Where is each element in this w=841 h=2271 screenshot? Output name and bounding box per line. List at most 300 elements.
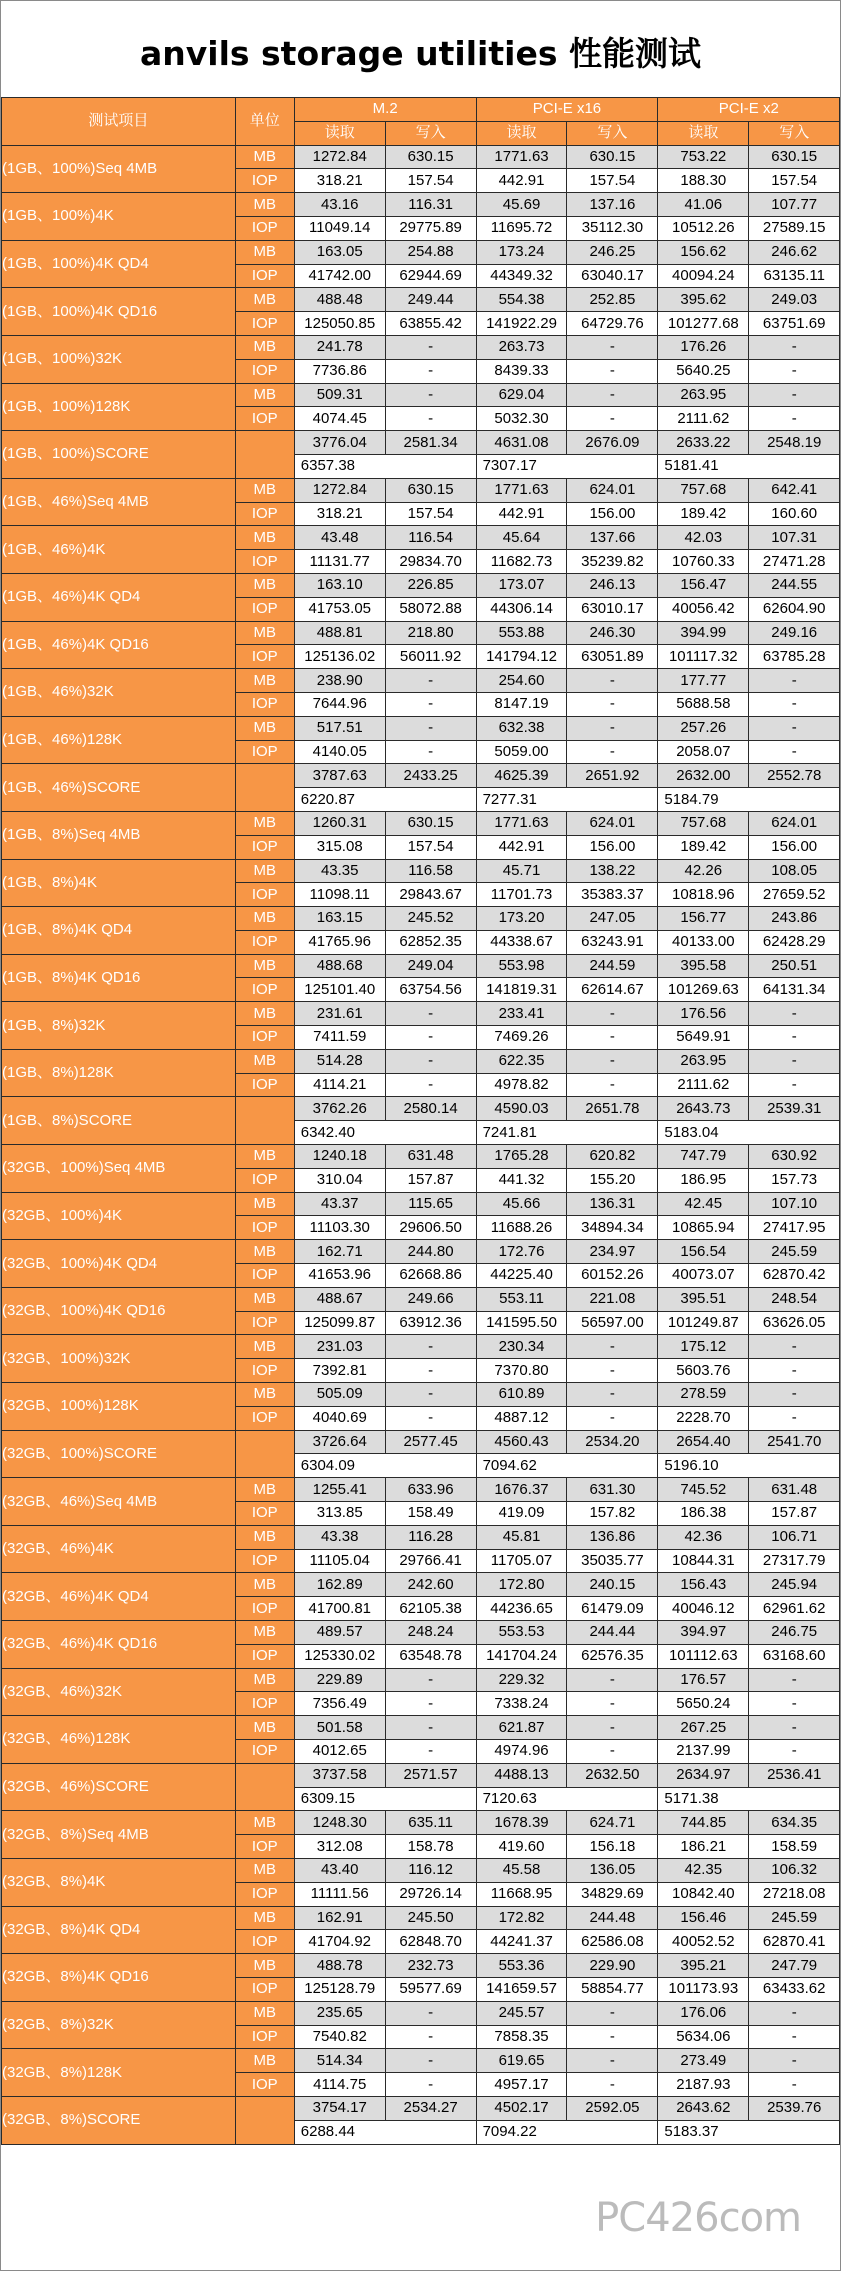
header-test-item: 测试项目 — [2, 98, 236, 146]
unit-label: IOP — [235, 1644, 294, 1668]
value-cell: 11695.72 — [476, 216, 567, 240]
unit-label: IOP — [235, 1216, 294, 1240]
test-name: (32GB、100%)4K — [2, 1192, 236, 1240]
value-cell: 3726.64 — [294, 1430, 385, 1454]
value-cell: 635.11 — [385, 1811, 476, 1835]
value-cell: 5650.24 — [658, 1692, 749, 1716]
table-row — [2, 1811, 840, 1835]
test-name: (32GB、8%)128K — [2, 2049, 236, 2097]
value-cell: 186.95 — [658, 1168, 749, 1192]
value-cell: - — [749, 359, 840, 383]
value-cell: 10512.26 — [658, 216, 749, 240]
test-name: (32GB、100%)4K QD16 — [2, 1287, 236, 1335]
value-cell: 10865.94 — [658, 1216, 749, 1240]
unit-label: IOP — [235, 359, 294, 383]
header-group-2: PCI-E x2 — [658, 98, 840, 122]
table-row — [2, 907, 840, 931]
value-cell: 7338.24 — [476, 1692, 567, 1716]
unit-label — [235, 1097, 294, 1145]
value-cell: 41765.96 — [294, 930, 385, 954]
value-cell: 246.25 — [567, 240, 658, 264]
value-cell: 27659.52 — [749, 883, 840, 907]
value-cell: - — [567, 1668, 658, 1692]
unit-label: IOP — [235, 264, 294, 288]
value-cell: 11111.56 — [294, 1882, 385, 1906]
unit-label: IOP — [235, 2073, 294, 2097]
value-cell: 1676.37 — [476, 1478, 567, 1502]
value-cell: 8439.33 — [476, 359, 567, 383]
value-cell: 229.32 — [476, 1668, 567, 1692]
value-cell: 11098.11 — [294, 883, 385, 907]
total-score-cell: 5181.41 — [658, 454, 840, 478]
value-cell: 553.11 — [476, 1287, 567, 1311]
value-cell: 488.78 — [294, 1954, 385, 1978]
value-cell: 554.38 — [476, 288, 567, 312]
table-row — [2, 1763, 840, 1787]
value-cell: 156.43 — [658, 1573, 749, 1597]
unit-label: MB — [235, 1906, 294, 1930]
value-cell: 176.26 — [658, 335, 749, 359]
value-cell: 624.71 — [567, 1811, 658, 1835]
unit-label — [235, 1430, 294, 1478]
unit-label: IOP — [235, 1502, 294, 1526]
table-row — [2, 1478, 840, 1502]
value-cell: 624.01 — [567, 478, 658, 502]
value-cell: 273.49 — [658, 2049, 749, 2073]
value-cell: 2580.14 — [385, 1097, 476, 1121]
unit-label: IOP — [235, 1264, 294, 1288]
value-cell: - — [749, 740, 840, 764]
unit-label: IOP — [235, 1406, 294, 1430]
value-cell: 278.59 — [658, 1383, 749, 1407]
value-cell: 11105.04 — [294, 1549, 385, 1573]
value-cell: 11682.73 — [476, 550, 567, 574]
table-row — [2, 2001, 840, 2025]
value-cell: - — [749, 692, 840, 716]
value-cell: 189.42 — [658, 502, 749, 526]
value-cell: 62870.41 — [749, 1930, 840, 1954]
value-cell: - — [567, 2001, 658, 2025]
value-cell: - — [567, 1692, 658, 1716]
value-cell: - — [749, 1406, 840, 1430]
value-cell: - — [385, 1739, 476, 1763]
value-cell: 172.80 — [476, 1573, 567, 1597]
total-score-cell: 7094.62 — [476, 1454, 658, 1478]
value-cell: 176.57 — [658, 1668, 749, 1692]
value-cell: - — [749, 2025, 840, 2049]
unit-label: IOP — [235, 740, 294, 764]
value-cell: 2137.99 — [658, 1739, 749, 1763]
value-cell: 630.92 — [749, 1145, 840, 1169]
unit-label: IOP — [235, 883, 294, 907]
value-cell: - — [749, 1668, 840, 1692]
value-cell: 4974.96 — [476, 1739, 567, 1763]
unit-label: MB — [235, 1954, 294, 1978]
value-cell: - — [749, 407, 840, 431]
table-row — [2, 478, 840, 502]
value-cell: - — [567, 1049, 658, 1073]
value-cell: 5603.76 — [658, 1359, 749, 1383]
unit-label: IOP — [235, 2025, 294, 2049]
unit-label: MB — [235, 1145, 294, 1169]
value-cell: 141595.50 — [476, 1311, 567, 1335]
value-cell: 313.85 — [294, 1502, 385, 1526]
value-cell: 394.99 — [658, 621, 749, 645]
test-name: (1GB、46%)Seq 4MB — [2, 478, 236, 526]
total-score-cell: 7094.22 — [476, 2120, 658, 2144]
value-cell: 44241.37 — [476, 1930, 567, 1954]
value-cell: 246.30 — [567, 621, 658, 645]
value-cell: 44338.67 — [476, 930, 567, 954]
value-cell: 43.48 — [294, 526, 385, 550]
value-cell: 620.82 — [567, 1145, 658, 1169]
value-cell: 41.06 — [658, 193, 749, 217]
value-cell: 116.58 — [385, 859, 476, 883]
value-cell: 172.82 — [476, 1906, 567, 1930]
total-score-cell: 6342.40 — [294, 1121, 476, 1145]
value-cell: 226.85 — [385, 573, 476, 597]
value-cell: 62852.35 — [385, 930, 476, 954]
value-cell: 29726.14 — [385, 1882, 476, 1906]
value-cell: 553.36 — [476, 1954, 567, 1978]
table-row — [2, 716, 840, 740]
test-name: (32GB、8%)32K — [2, 2001, 236, 2049]
unit-label: MB — [235, 145, 294, 169]
unit-label: IOP — [235, 312, 294, 336]
table-row — [2, 1097, 840, 1121]
value-cell: 107.77 — [749, 193, 840, 217]
value-cell: - — [749, 2073, 840, 2097]
test-name: (32GB、8%)4K QD4 — [2, 1906, 236, 1954]
value-cell: 156.00 — [567, 502, 658, 526]
value-cell: 10760.33 — [658, 550, 749, 574]
value-cell: 249.04 — [385, 954, 476, 978]
total-score-cell: 7277.31 — [476, 788, 658, 812]
test-name: (1GB、100%)4K — [2, 193, 236, 241]
value-cell: 634.35 — [749, 1811, 840, 1835]
value-cell: 4978.82 — [476, 1073, 567, 1097]
value-cell: 11049.14 — [294, 216, 385, 240]
header-read-0: 读取 — [294, 121, 385, 145]
value-cell: 156.54 — [658, 1240, 749, 1264]
value-cell: 753.22 — [658, 145, 749, 169]
unit-label: IOP — [235, 978, 294, 1002]
unit-label — [235, 764, 294, 812]
value-cell: 2534.20 — [567, 1430, 658, 1454]
value-cell: - — [385, 740, 476, 764]
value-cell: 757.68 — [658, 811, 749, 835]
value-cell: 101173.93 — [658, 1977, 749, 2001]
value-cell: 1771.63 — [476, 811, 567, 835]
value-cell: 263.73 — [476, 335, 567, 359]
value-cell: - — [749, 1049, 840, 1073]
value-cell: 315.08 — [294, 835, 385, 859]
test-name: (1GB、46%)128K — [2, 716, 236, 764]
header-write-0: 写入 — [385, 121, 476, 145]
value-cell: 156.00 — [749, 835, 840, 859]
value-cell: 4140.05 — [294, 740, 385, 764]
value-cell: 441.32 — [476, 1168, 567, 1192]
table-row — [2, 1858, 840, 1882]
value-cell: 141922.29 — [476, 312, 567, 336]
value-cell: 63040.17 — [567, 264, 658, 288]
value-cell: 156.77 — [658, 907, 749, 931]
value-cell: - — [567, 1335, 658, 1359]
value-cell: 633.96 — [385, 1478, 476, 1502]
unit-label: IOP — [235, 692, 294, 716]
value-cell: 242.60 — [385, 1573, 476, 1597]
value-cell: - — [385, 692, 476, 716]
value-cell: 395.58 — [658, 954, 749, 978]
value-cell: 141819.31 — [476, 978, 567, 1002]
value-cell: - — [385, 1049, 476, 1073]
unit-label: IOP — [235, 1597, 294, 1621]
value-cell: - — [749, 383, 840, 407]
value-cell: 442.91 — [476, 502, 567, 526]
value-cell: 45.58 — [476, 1858, 567, 1882]
value-cell: 629.04 — [476, 383, 567, 407]
value-cell: 188.30 — [658, 169, 749, 193]
table-row — [2, 1240, 840, 1264]
value-cell: 246.13 — [567, 573, 658, 597]
unit-label: IOP — [235, 1359, 294, 1383]
value-cell: 62614.67 — [567, 978, 658, 1002]
value-cell: - — [749, 716, 840, 740]
value-cell: 43.35 — [294, 859, 385, 883]
total-score-cell: 6304.09 — [294, 1454, 476, 1478]
header-read-2: 读取 — [658, 121, 749, 145]
value-cell: 246.62 — [749, 240, 840, 264]
table-row — [2, 1621, 840, 1645]
value-cell: 58072.88 — [385, 597, 476, 621]
value-cell: 624.01 — [749, 811, 840, 835]
test-name: (1GB、8%)32K — [2, 1002, 236, 1050]
value-cell: - — [567, 1002, 658, 1026]
value-cell: - — [385, 1335, 476, 1359]
value-cell: 2539.31 — [749, 1097, 840, 1121]
value-cell: 2534.27 — [385, 2096, 476, 2120]
unit-label: MB — [235, 1668, 294, 1692]
value-cell: - — [567, 1406, 658, 1430]
total-score-cell: 5183.04 — [658, 1121, 840, 1145]
value-cell: 1240.18 — [294, 1145, 385, 1169]
value-cell: 231.61 — [294, 1002, 385, 1026]
value-cell: 238.90 — [294, 669, 385, 693]
value-cell: 4590.03 — [476, 1097, 567, 1121]
value-cell: 553.53 — [476, 1621, 567, 1645]
value-cell: 488.67 — [294, 1287, 385, 1311]
unit-label: MB — [235, 2049, 294, 2073]
unit-label: MB — [235, 954, 294, 978]
value-cell: 42.03 — [658, 526, 749, 550]
value-cell: 3762.26 — [294, 1097, 385, 1121]
value-cell: - — [385, 1002, 476, 1026]
value-cell: 1771.63 — [476, 478, 567, 502]
unit-label: MB — [235, 907, 294, 931]
unit-label: IOP — [235, 1739, 294, 1763]
value-cell: 3776.04 — [294, 431, 385, 455]
test-name: (1GB、46%)4K QD4 — [2, 573, 236, 621]
unit-label: MB — [235, 669, 294, 693]
value-cell: 59577.69 — [385, 1977, 476, 2001]
value-cell: 11705.07 — [476, 1549, 567, 1573]
total-score-cell: 6220.87 — [294, 788, 476, 812]
value-cell: 62944.69 — [385, 264, 476, 288]
value-cell: 116.54 — [385, 526, 476, 550]
value-cell: 744.85 — [658, 1811, 749, 1835]
table-row — [2, 1573, 840, 1597]
value-cell: 4502.17 — [476, 2096, 567, 2120]
value-cell: 63626.05 — [749, 1311, 840, 1335]
value-cell: - — [385, 335, 476, 359]
value-cell: 631.48 — [385, 1145, 476, 1169]
value-cell: 40073.07 — [658, 1264, 749, 1288]
value-cell: 247.79 — [749, 1954, 840, 1978]
unit-label: MB — [235, 1335, 294, 1359]
value-cell: - — [567, 716, 658, 740]
table-row — [2, 1383, 840, 1407]
value-cell: 4488.13 — [476, 1763, 567, 1787]
value-cell: 630.15 — [567, 145, 658, 169]
value-cell: 40094.24 — [658, 264, 749, 288]
value-cell: - — [567, 2049, 658, 2073]
total-score-cell: 5184.79 — [658, 788, 840, 812]
value-cell: 1272.84 — [294, 478, 385, 502]
value-cell: 63010.17 — [567, 597, 658, 621]
value-cell: 747.79 — [658, 1145, 749, 1169]
test-name: (1GB、100%)4K QD16 — [2, 288, 236, 336]
table-row — [2, 145, 840, 169]
value-cell: 63548.78 — [385, 1644, 476, 1668]
value-cell: 189.42 — [658, 835, 749, 859]
value-cell: - — [385, 2025, 476, 2049]
value-cell: 1771.63 — [476, 145, 567, 169]
value-cell: 157.54 — [385, 502, 476, 526]
value-cell: - — [567, 335, 658, 359]
value-cell: 10844.31 — [658, 1549, 749, 1573]
value-cell: 27317.79 — [749, 1549, 840, 1573]
value-cell: 630.15 — [749, 145, 840, 169]
unit-label: MB — [235, 1811, 294, 1835]
value-cell: 45.71 — [476, 859, 567, 883]
value-cell: 235.65 — [294, 2001, 385, 2025]
value-cell: 141659.57 — [476, 1977, 567, 2001]
value-cell: 61479.09 — [567, 1597, 658, 1621]
unit-label: IOP — [235, 1692, 294, 1716]
value-cell: 318.21 — [294, 502, 385, 526]
value-cell: 40052.52 — [658, 1930, 749, 1954]
page-title: anvils storage utilities 性能测试 — [140, 34, 701, 73]
test-name: (32GB、8%)4K — [2, 1858, 236, 1906]
test-name: (1GB、8%)4K — [2, 859, 236, 907]
value-cell: 757.68 — [658, 478, 749, 502]
value-cell: 4560.43 — [476, 1430, 567, 1454]
value-cell: - — [567, 1359, 658, 1383]
test-name: (32GB、46%)4K QD16 — [2, 1621, 236, 1669]
value-cell: - — [749, 669, 840, 693]
unit-label: MB — [235, 335, 294, 359]
site-watermark: PC426com — [595, 2195, 801, 2241]
value-cell: 5032.30 — [476, 407, 567, 431]
unit-label: MB — [235, 1573, 294, 1597]
value-cell: 45.66 — [476, 1192, 567, 1216]
table-row — [2, 1002, 840, 1026]
value-cell: - — [567, 2025, 658, 2049]
value-cell: 4114.21 — [294, 1073, 385, 1097]
value-cell: 553.98 — [476, 954, 567, 978]
unit-label — [235, 2096, 294, 2144]
value-cell: 43.38 — [294, 1525, 385, 1549]
value-cell: - — [749, 1739, 840, 1763]
value-cell: 3754.17 — [294, 2096, 385, 2120]
unit-label: IOP — [235, 407, 294, 431]
test-name: (32GB、46%)4K QD4 — [2, 1573, 236, 1621]
value-cell: 2187.93 — [658, 2073, 749, 2097]
value-cell: - — [567, 359, 658, 383]
value-cell: 221.08 — [567, 1287, 658, 1311]
value-cell: 2643.62 — [658, 2096, 749, 2120]
unit-label: MB — [235, 478, 294, 502]
value-cell: 137.16 — [567, 193, 658, 217]
table-row — [2, 1525, 840, 1549]
unit-label: MB — [235, 1192, 294, 1216]
value-cell: 2536.41 — [749, 1763, 840, 1787]
value-cell: 157.87 — [385, 1168, 476, 1192]
value-cell: 42.36 — [658, 1525, 749, 1549]
table-row — [2, 1049, 840, 1073]
value-cell: 395.62 — [658, 288, 749, 312]
value-cell: 7540.82 — [294, 2025, 385, 2049]
unit-label: IOP — [235, 1026, 294, 1050]
value-cell: - — [567, 692, 658, 716]
value-cell: - — [385, 669, 476, 693]
test-name: (1GB、46%)4K QD16 — [2, 621, 236, 669]
value-cell: 63785.28 — [749, 645, 840, 669]
value-cell: 63912.36 — [385, 1311, 476, 1335]
unit-label: IOP — [235, 1977, 294, 2001]
test-name: (32GB、8%)4K QD16 — [2, 1954, 236, 2002]
value-cell: 136.05 — [567, 1858, 658, 1882]
value-cell: 27417.95 — [749, 1216, 840, 1240]
value-cell: 257.26 — [658, 716, 749, 740]
value-cell: 263.95 — [658, 383, 749, 407]
value-cell: 1765.28 — [476, 1145, 567, 1169]
value-cell: 136.86 — [567, 1525, 658, 1549]
value-cell: 1260.31 — [294, 811, 385, 835]
value-cell: 175.12 — [658, 1335, 749, 1359]
test-name: (1GB、100%)32K — [2, 335, 236, 383]
table-row — [2, 288, 840, 312]
unit-label: MB — [235, 2001, 294, 2025]
value-cell: 2111.62 — [658, 1073, 749, 1097]
unit-label: MB — [235, 1049, 294, 1073]
value-cell: 157.54 — [385, 169, 476, 193]
header-unit: 单位 — [235, 98, 294, 146]
value-cell: 62576.35 — [567, 1644, 658, 1668]
value-cell: 162.71 — [294, 1240, 385, 1264]
unit-label: MB — [235, 240, 294, 264]
test-name: (32GB、46%)SCORE — [2, 1763, 236, 1811]
value-cell: - — [385, 1026, 476, 1050]
value-cell: 631.30 — [567, 1478, 658, 1502]
header-group-1: PCI-E x16 — [476, 98, 658, 122]
value-cell: 156.00 — [567, 835, 658, 859]
value-cell: 489.57 — [294, 1621, 385, 1645]
value-cell: 35112.30 — [567, 216, 658, 240]
value-cell: 247.05 — [567, 907, 658, 931]
value-cell: 248.54 — [749, 1287, 840, 1311]
value-cell: 11131.77 — [294, 550, 385, 574]
